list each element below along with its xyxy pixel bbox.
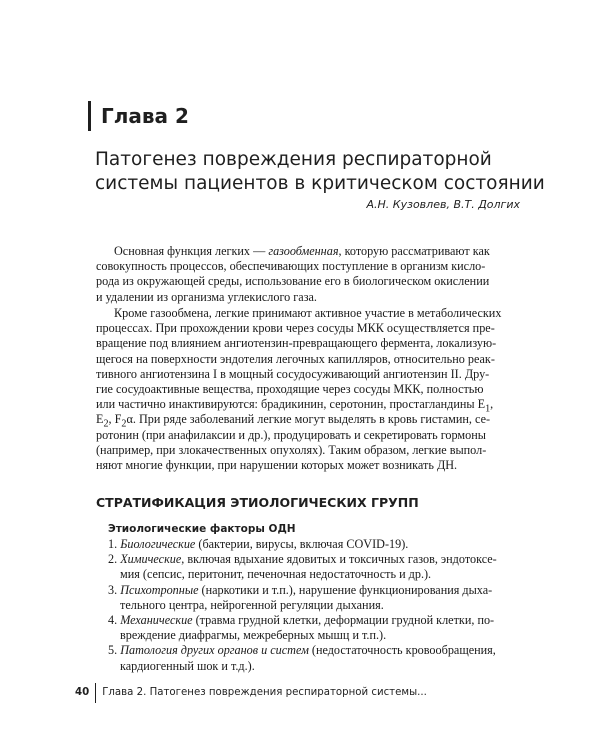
text-line: тивного ангиотензина I в мощный сосудосуживающий ангиотензин II. Дру- xyxy=(96,366,490,381)
running-title: Глава 2. Патогенез повреждения респираторной системы... xyxy=(102,687,427,698)
authors: А.Н. Кузовлев, В.Т. Долгих xyxy=(366,198,520,211)
list-item: 1. Биологические (бактерии, вирусы, включая COVID-19). xyxy=(108,537,409,551)
text-line: щегося на поверхности эндотелия легочных капилляров, относительно реак- xyxy=(96,351,495,366)
etiology-list xyxy=(108,537,518,674)
chapter-heading: Глава 2 xyxy=(88,101,189,131)
subsection-heading: Этиологические факторы ОДН xyxy=(108,523,296,535)
chapter-title-line: Патогенез повреждения респираторной xyxy=(95,149,492,170)
chapter-title xyxy=(95,148,545,196)
text-line: ротонин (при анафилаксии и др.), продуцировать и секретировать гормоны xyxy=(96,427,486,442)
text-line: Основная функция легких — газообменная, которую рассматривают как xyxy=(114,244,490,258)
emphasis: газообменная xyxy=(268,244,339,258)
emphasis: Механические xyxy=(120,612,193,627)
section-heading: СТРАТИФИКАЦИЯ ЭТИОЛОГИЧЕСКИХ ГРУПП xyxy=(96,495,419,510)
text-line: процессах. При прохождении крови через сосуды МКК осуществляется пре- xyxy=(96,321,495,336)
emphasis: Биологические xyxy=(120,537,196,551)
text-line: $E_2$, $F_2\alpha$. При ряде заболеваний легкие могут выделять в кровь гистамин, се- xyxy=(96,412,491,430)
emphasis: Психотропные xyxy=(120,582,199,597)
page-number: 40 xyxy=(75,683,96,703)
paragraph-metabolic xyxy=(96,306,516,473)
list-item: 2. Химические, включая вдыхание ядовитых и токсичных газов, эндотоксе- мия (сепсис, перитонит, печеночная недостаточность и др.). xyxy=(108,552,497,582)
text-line: (например, при злокачественных опухолях). Таким образом, легкие выпол- xyxy=(96,442,487,457)
page-footer xyxy=(75,683,427,703)
text-line: и удалении из организма углекислого газа. xyxy=(96,289,317,304)
paragraph-main-function xyxy=(96,244,516,305)
emphasis: Химические xyxy=(120,552,182,567)
emphasis: Патология других органов и систем xyxy=(120,643,309,658)
list-item: 3. Психотропные (наркотики и т.п.), нарушение функционирования дыха- тельного центра, нейрогенной регуляции дыхания. xyxy=(108,582,493,612)
text-line: совокупность процессов, обеспечивающих поступление в организм кисло- xyxy=(96,259,486,274)
text-line: или частично инактивируются: брадикинин, серотонин, простагландины $E_1$, xyxy=(96,397,494,415)
text-line: рода из окружающей среды, использование его в биологическом окислении xyxy=(96,274,490,289)
text-line: гие сосудоактивные вещества, проходящие через сосуды МКК, полностью xyxy=(96,381,484,396)
chapter-title-line: системы пациентов в критическом состоянии xyxy=(95,173,545,194)
text-line: вращение под влиянием ангиотензин-превращающего фермента, локализую- xyxy=(96,336,497,351)
text-line: няют многие функции, при нарушении которых может возникать ДН. xyxy=(96,457,458,472)
text-line: Кроме газообмена, легкие принимают активное участие в метаболических xyxy=(114,306,502,320)
list-item: 4. Механические (травма грудной клетки, деформации грудной клетки, по- вреждение диафрагмы, межреберных мышц и т.п.). xyxy=(108,612,495,643)
list-item: 5. Патология других органов и систем (недостаточность кровообращения, кардиогенный шок и т.д.). xyxy=(108,643,496,673)
